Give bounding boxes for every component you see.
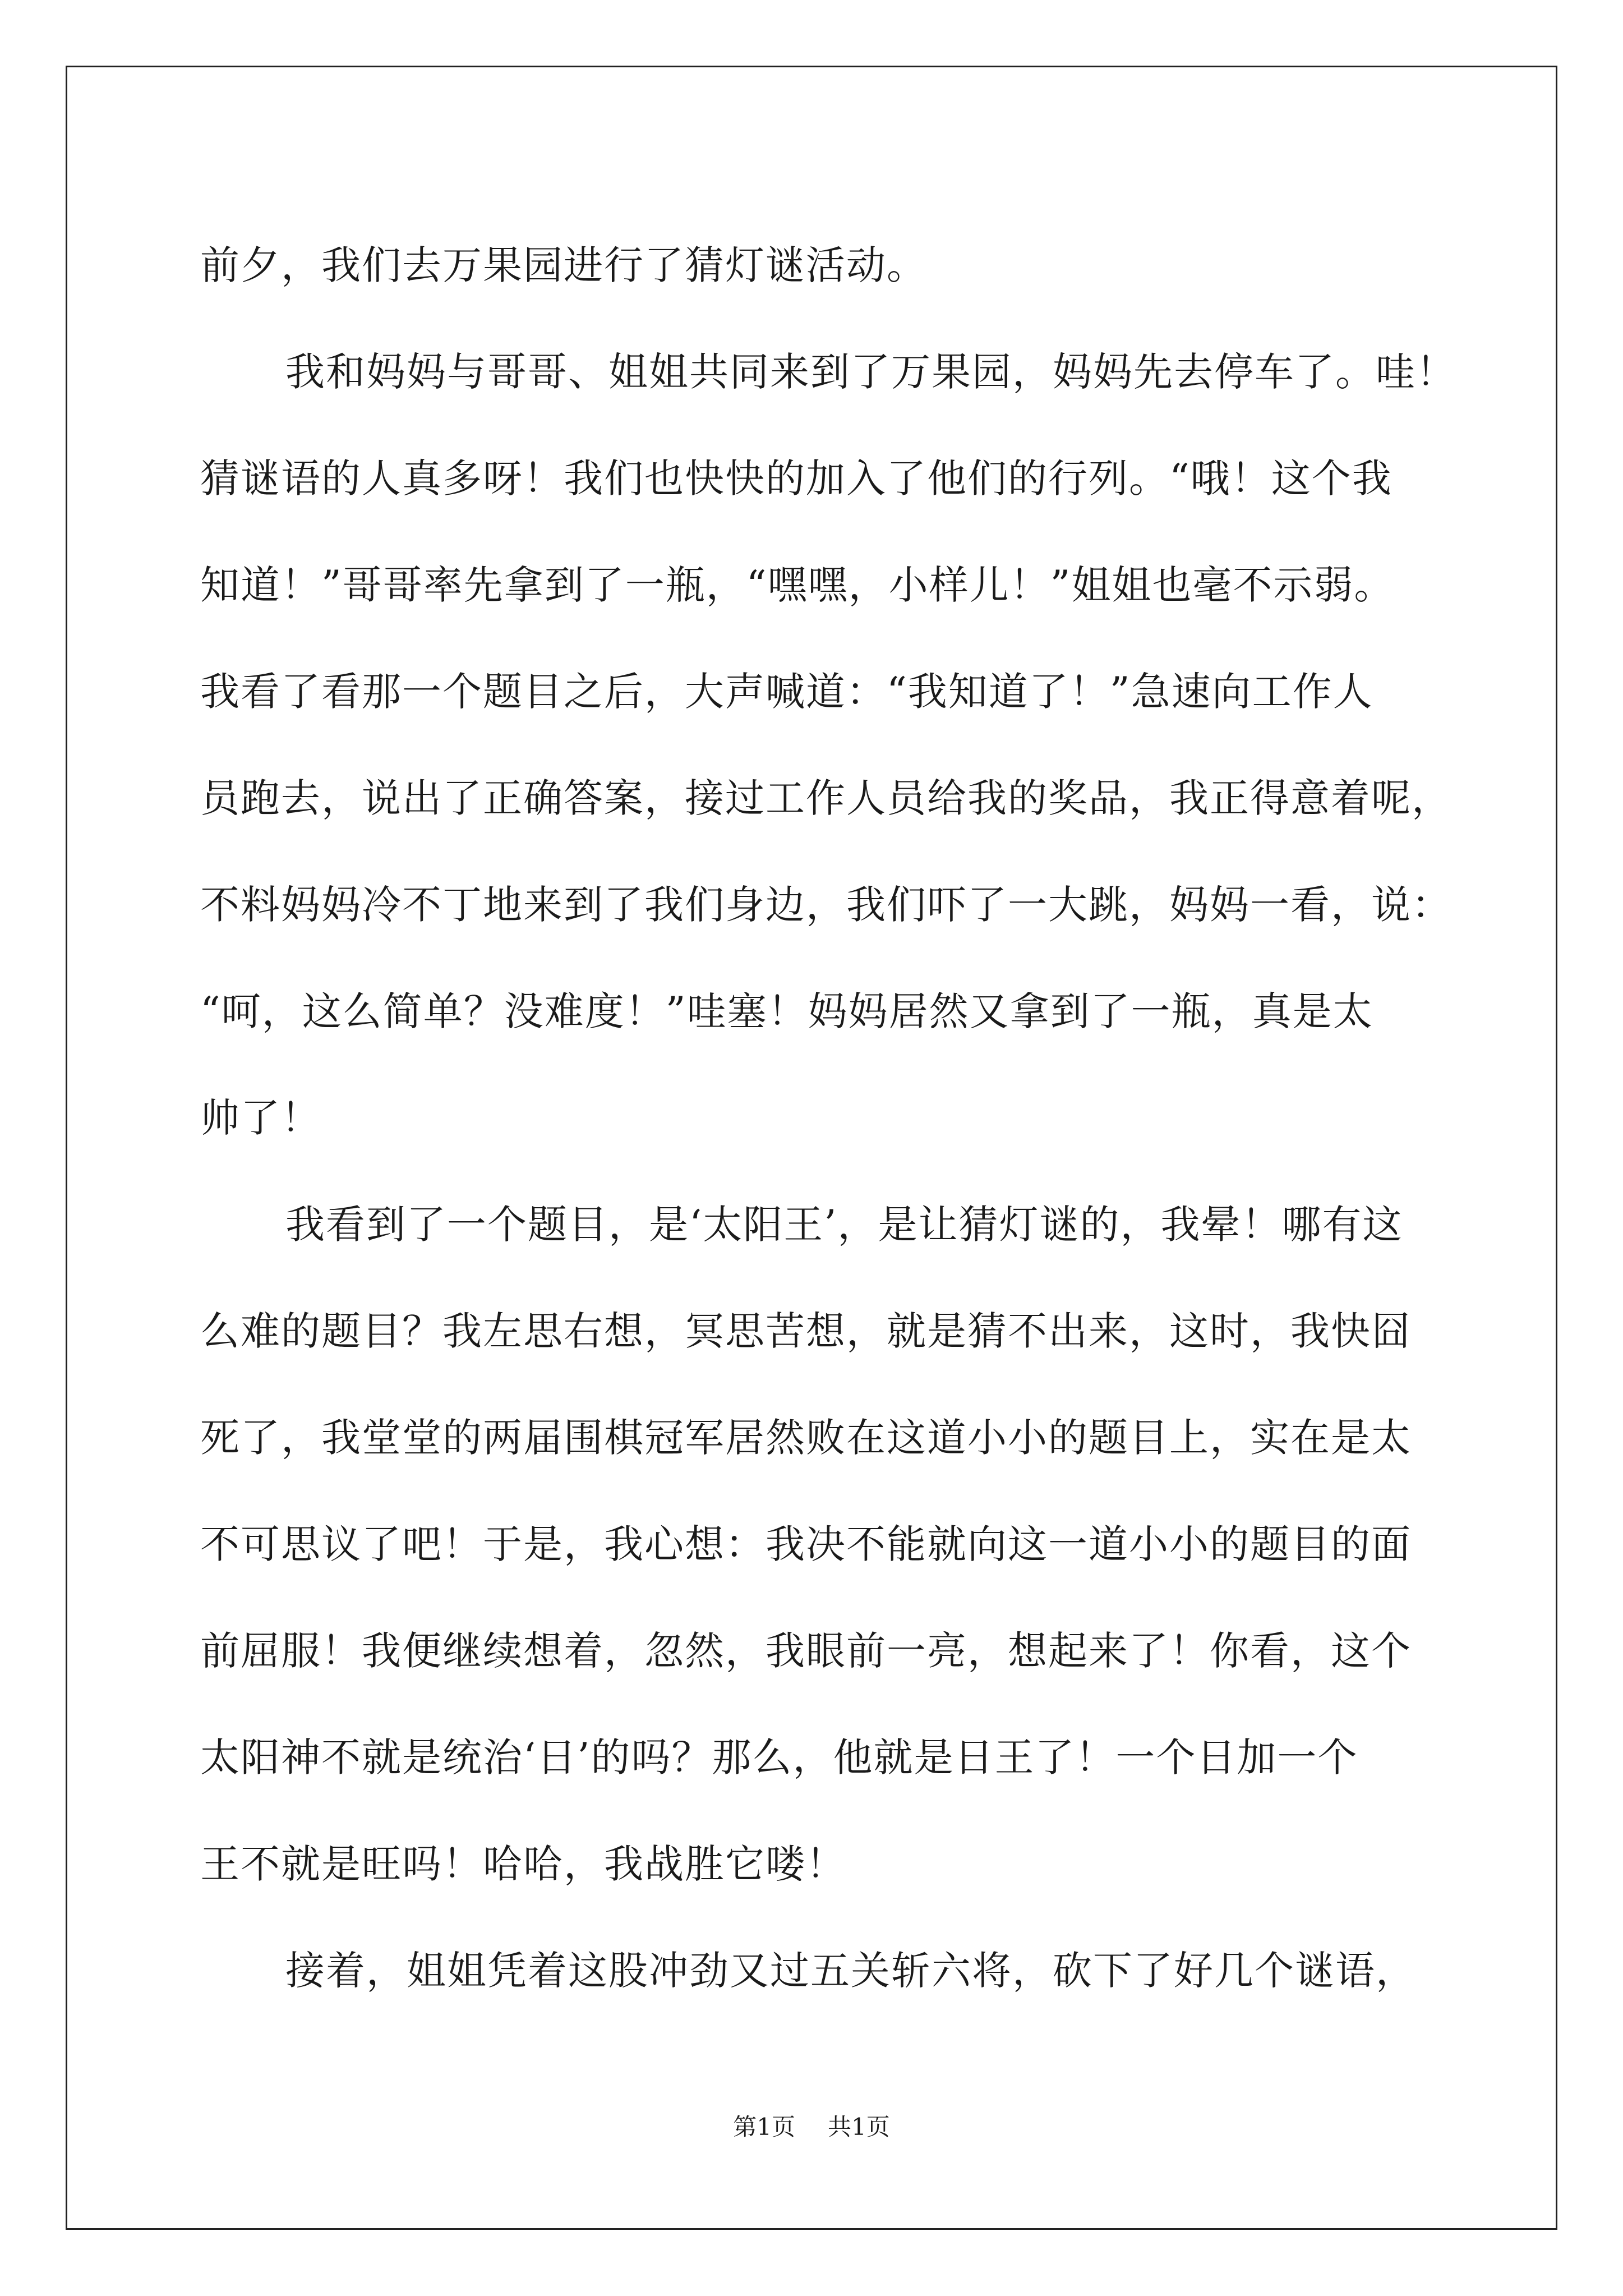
text-line: 王不就是旺吗！哈哈，我战胜它喽！ bbox=[200, 1841, 846, 1887]
text-line: 死了，我堂堂的两届围棋冠军居然败在这道小小的题目上，实在是太 bbox=[200, 1415, 1412, 1461]
text-line: 前夕，我们去万果园进行了猜灯谜活动。 bbox=[200, 242, 927, 288]
text-line: 太阳神不就是统治‘日’的吗？那么，他就是日王了！一个日加一个 bbox=[200, 1734, 1358, 1780]
document-body bbox=[200, 212, 1456, 2024]
page-footer bbox=[0, 2110, 1623, 2144]
page-total: 共1页 bbox=[828, 2113, 890, 2141]
text-line: 我看了看那一个题目之后，大声喊道：“我知道了！”急速向工作人 bbox=[200, 669, 1373, 715]
text-line: 帅了！ bbox=[200, 1095, 321, 1141]
text-line: 猜谜语的人真多呀！我们也快快的加入了他们的行列。“哦！这个我 bbox=[200, 455, 1393, 501]
text-line: 知道！”哥哥率先拿到了一瓶，“嘿嘿，小样儿！”姐姐也毫不示弱。 bbox=[200, 562, 1395, 608]
text-line: 接着，姐姐凭着这股冲劲又过五关斩六将，砍下了好几个谜语， bbox=[285, 1948, 1416, 1994]
text-line: 么难的题目？我左思右想，冥思苦想，就是猜不出来，这时，我快囧 bbox=[200, 1308, 1412, 1354]
text-line: 我看到了一个题目，是‘太阳王’，是让猜灯谜的，我晕！哪有这 bbox=[285, 1202, 1403, 1248]
text-line: 不料妈妈冷不丁地来到了我们身边，我们吓了一大跳，妈妈一看，说： bbox=[200, 882, 1452, 928]
text-line: 我和妈妈与哥哥、姐姐共同来到了万果园，妈妈先去停车了。哇！ bbox=[285, 349, 1456, 395]
text-line: “呵，这么简单？没难度！”哇塞！妈妈居然又拿到了一瓶，真是太 bbox=[200, 988, 1373, 1034]
text-line: 不可思议了吧！于是，我心想：我决不能就向这一道小小的题目的面 bbox=[200, 1521, 1412, 1567]
text-line: 员跑去，说出了正确答案，接过工作人员给我的奖品，我正得意着呢， bbox=[200, 775, 1452, 821]
page-number: 第1页 bbox=[733, 2113, 795, 2141]
text-line: 前屈服！我便继续想着，忽然，我眼前一亮，想起来了！你看，这个 bbox=[200, 1628, 1412, 1674]
